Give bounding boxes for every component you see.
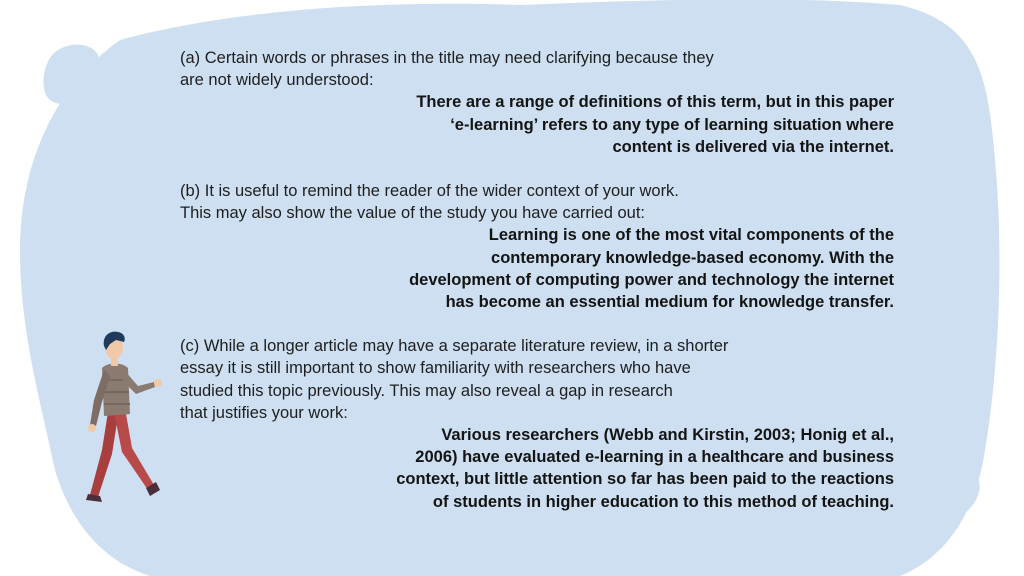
text-content	[180, 47, 894, 513]
spacer	[180, 313, 894, 335]
section-a-intro: (a) Certain words or phrases in the title may need clarifying because they are not widely understood:	[180, 49, 714, 90]
person-front-hand	[154, 379, 162, 387]
walking-person-illustration	[80, 330, 170, 510]
section-b-intro: (b) It is useful to remind the reader of the wider context of your work. This may also show the value of the study you have carried out:	[180, 182, 679, 223]
person-neck	[111, 358, 118, 366]
person-front-leg	[114, 412, 154, 490]
section-c-intro: (c) While a longer article may have a separate literature review, in a shorter essay it is still important to show familiarity with researchers who have studied this topic previously. This may also reveal a gap in research that justifies your work:	[180, 337, 729, 422]
person-torso	[102, 364, 130, 417]
section-a-example: There are a range of definitions of this term, but in this paper ‘e-learning’ refers to any type of learning situation where content is delivered via the internet.	[416, 93, 894, 156]
section-c-example: Various researchers (Webb and Kirstin, 2003; Honig et al., 2006) have evaluated e-learning in a healthcare and business context, but little attention so far has been paid to the reactions of students in higher education to this method of teaching.	[396, 426, 894, 511]
person-back-shoe	[86, 494, 102, 502]
spacer	[180, 158, 894, 180]
section-b-example: Learning is one of the most vital components of the contemporary knowledge-based economy. With the development of computing power and technology the internet has become an essential medium for knowledge transfer.	[409, 226, 894, 312]
person-back-hand	[88, 424, 96, 432]
